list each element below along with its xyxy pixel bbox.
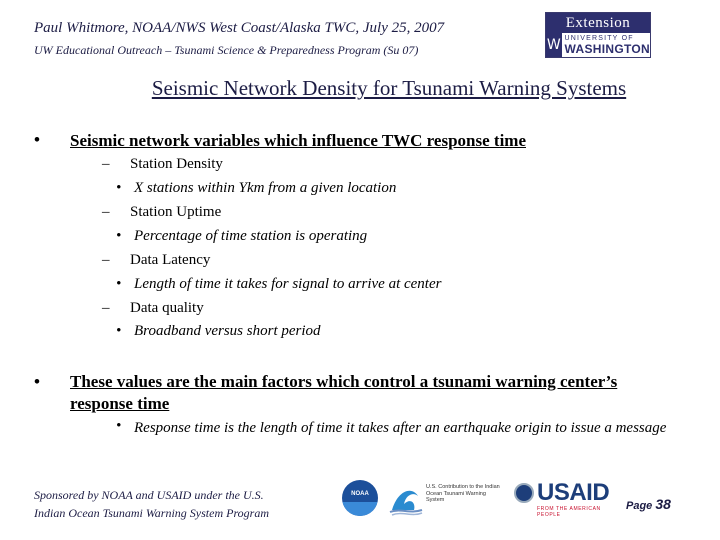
usaid-wordmark: USAID [537, 479, 610, 506]
bullet-1-text: Seismic network variables which influence TWC response time [70, 131, 526, 150]
page-number-value: 38 [655, 496, 671, 512]
sub-bullet-marker: • [116, 180, 122, 196]
response-time-detail: Response time is the length of time it takes after an earthquake origin to issue a message [134, 420, 667, 436]
noaa-label: NOAA [351, 491, 369, 497]
uw-washington-label: WASHINGTON [564, 42, 650, 56]
bullet-2-text: These values are the main factors which control a tsunami warning center’s response time [70, 372, 618, 413]
item-station-density-detail: X stations within Ykm from a given location [134, 180, 397, 196]
tsunami-logo-label: U.S. Contribution to the Indian Ocean Tsunami Warning System [426, 484, 500, 503]
sub-bullet-marker: • [116, 228, 122, 244]
page-label: Page [626, 500, 653, 512]
dash-marker: – [102, 300, 110, 316]
noaa-logo-icon [342, 480, 378, 516]
item-station-uptime: Station Uptime [130, 204, 222, 220]
item-station-uptime-detail: Percentage of time station is operating [134, 228, 368, 244]
usaid-seal-icon [514, 483, 534, 503]
item-data-latency-detail: Length of time it takes for signal to arrive at center [134, 276, 442, 292]
page-number [626, 496, 671, 512]
sub-bullet-marker: • [116, 418, 122, 434]
sponsor-text [34, 486, 269, 522]
dash-marker: – [102, 156, 110, 172]
dash-marker: – [102, 204, 110, 220]
item-data-latency: Data Latency [130, 252, 211, 268]
usaid-tagline: FROM THE AMERICAN PEOPLE [537, 506, 601, 518]
sub-bullet-marker: • [116, 323, 122, 339]
item-data-quality: Data quality [130, 300, 204, 316]
sub-bullet-marker: • [116, 276, 122, 292]
header-line1: Paul Whitmore, NOAA/NWS West Coast/Alaska TWC, July 25, 2007 [34, 20, 445, 36]
bullet-marker: • [34, 372, 40, 391]
sponsor-line-2: Indian Ocean Tsunami Warning System Program [34, 506, 270, 520]
bullet-marker: • [34, 130, 40, 149]
uw-university-label: UNIVERSITY OF [564, 35, 634, 42]
sponsor-line-1: Sponsored by NOAA and USAID under the U.S. [34, 488, 264, 502]
slide-title: Seismic Network Density for Tsunami Warning Systems [151, 76, 627, 100]
item-data-quality-detail: Broadband versus short period [134, 323, 321, 339]
uw-extension-logo [545, 12, 651, 58]
dash-marker: – [102, 252, 110, 268]
uw-w-icon: W [546, 33, 562, 57]
usaid-logo [514, 479, 612, 519]
item-station-density: Station Density [130, 156, 223, 172]
uw-extension-label: Extension [546, 13, 650, 33]
tsunami-warning-program-logo [388, 480, 506, 518]
header-line2: UW Educational Outreach – Tsunami Science & Preparedness Program (Su 07) [34, 43, 419, 57]
